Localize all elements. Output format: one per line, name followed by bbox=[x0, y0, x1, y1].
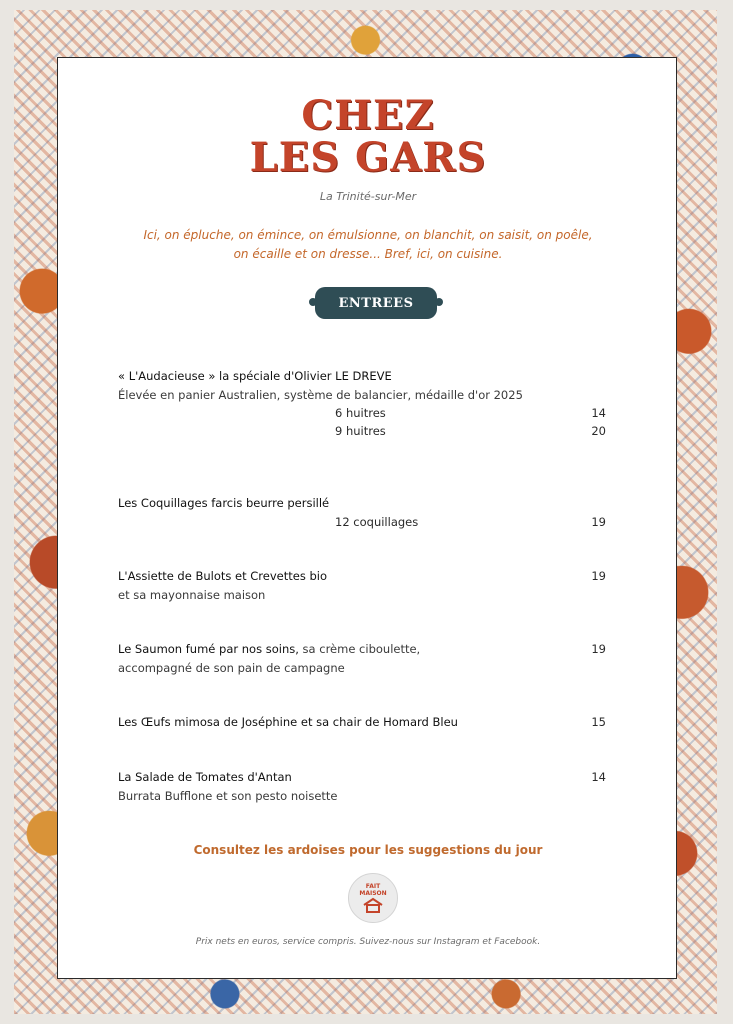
item-option-price: 19 bbox=[591, 515, 606, 529]
item-name: Le Saumon fumé par nos soins, bbox=[118, 642, 299, 656]
restaurant-location: La Trinité-sur-Mer bbox=[319, 190, 417, 203]
item-description: Burrata Bufflone et son pesto noisette bbox=[118, 789, 338, 803]
tagline-line2: on écaille et on dresse... Bref, ici, on cuisine. bbox=[233, 247, 503, 261]
item-option-label: 12 coquillages bbox=[335, 515, 419, 529]
item-name: La Salade de Tomates d'Antan bbox=[118, 770, 292, 784]
item-price: 15 bbox=[591, 715, 606, 729]
restaurant-title-line2: LES GARS bbox=[249, 134, 487, 181]
tagline bbox=[98, 226, 638, 264]
item-name: Les Coquillages farcis beurre persillé bbox=[118, 496, 330, 510]
item-name: L'Assiette de Bulots et Crevettes bio bbox=[118, 569, 328, 583]
item-name-row bbox=[118, 642, 420, 656]
item-name: Les Œufs mimosa de Joséphine et sa chair de Homard Bleu bbox=[118, 715, 458, 729]
item-price: 19 bbox=[591, 569, 606, 583]
menu-sheet bbox=[57, 57, 677, 979]
item-option-price: 14 bbox=[591, 406, 606, 420]
house-icon bbox=[362, 897, 384, 913]
item-option-price: 20 bbox=[591, 424, 606, 438]
fait-maison-line1: FAIT bbox=[365, 883, 381, 890]
price-disclaimer: Prix nets en euros, service compris. Suivez-nous sur Instagram et Facebook. bbox=[195, 937, 541, 947]
item-description: accompagné de son pain de campagne bbox=[118, 661, 345, 675]
suggestions-note: Consultez les ardoises pour les suggestions du jour bbox=[193, 843, 543, 857]
tagline-line1: Ici, on épluche, on émince, on émulsionne, on blanchit, on saisit, on poêle, bbox=[143, 228, 593, 242]
item-price: 19 bbox=[591, 642, 606, 656]
item-option-label: 9 huitres bbox=[335, 424, 386, 438]
item-name-suffix: sa crème ciboulette, bbox=[298, 642, 421, 656]
item-name: « L'Audacieuse » la spéciale d'Olivier LE DREVE bbox=[118, 369, 392, 383]
item-description: Élevée en panier Australien, système de balancier, médaille d'or 2025 bbox=[118, 388, 523, 402]
item-price: 14 bbox=[591, 770, 606, 784]
item-description: et sa mayonnaise maison bbox=[118, 588, 266, 602]
fait-maison-logo bbox=[348, 873, 398, 923]
section-title: ENTREES bbox=[338, 295, 414, 311]
section-badge-entrees bbox=[315, 287, 437, 319]
fait-maison-line2: MAISON bbox=[359, 890, 387, 897]
item-option-label: 6 huitres bbox=[335, 406, 386, 420]
restaurant-title-line1: CHEZ bbox=[301, 92, 435, 139]
